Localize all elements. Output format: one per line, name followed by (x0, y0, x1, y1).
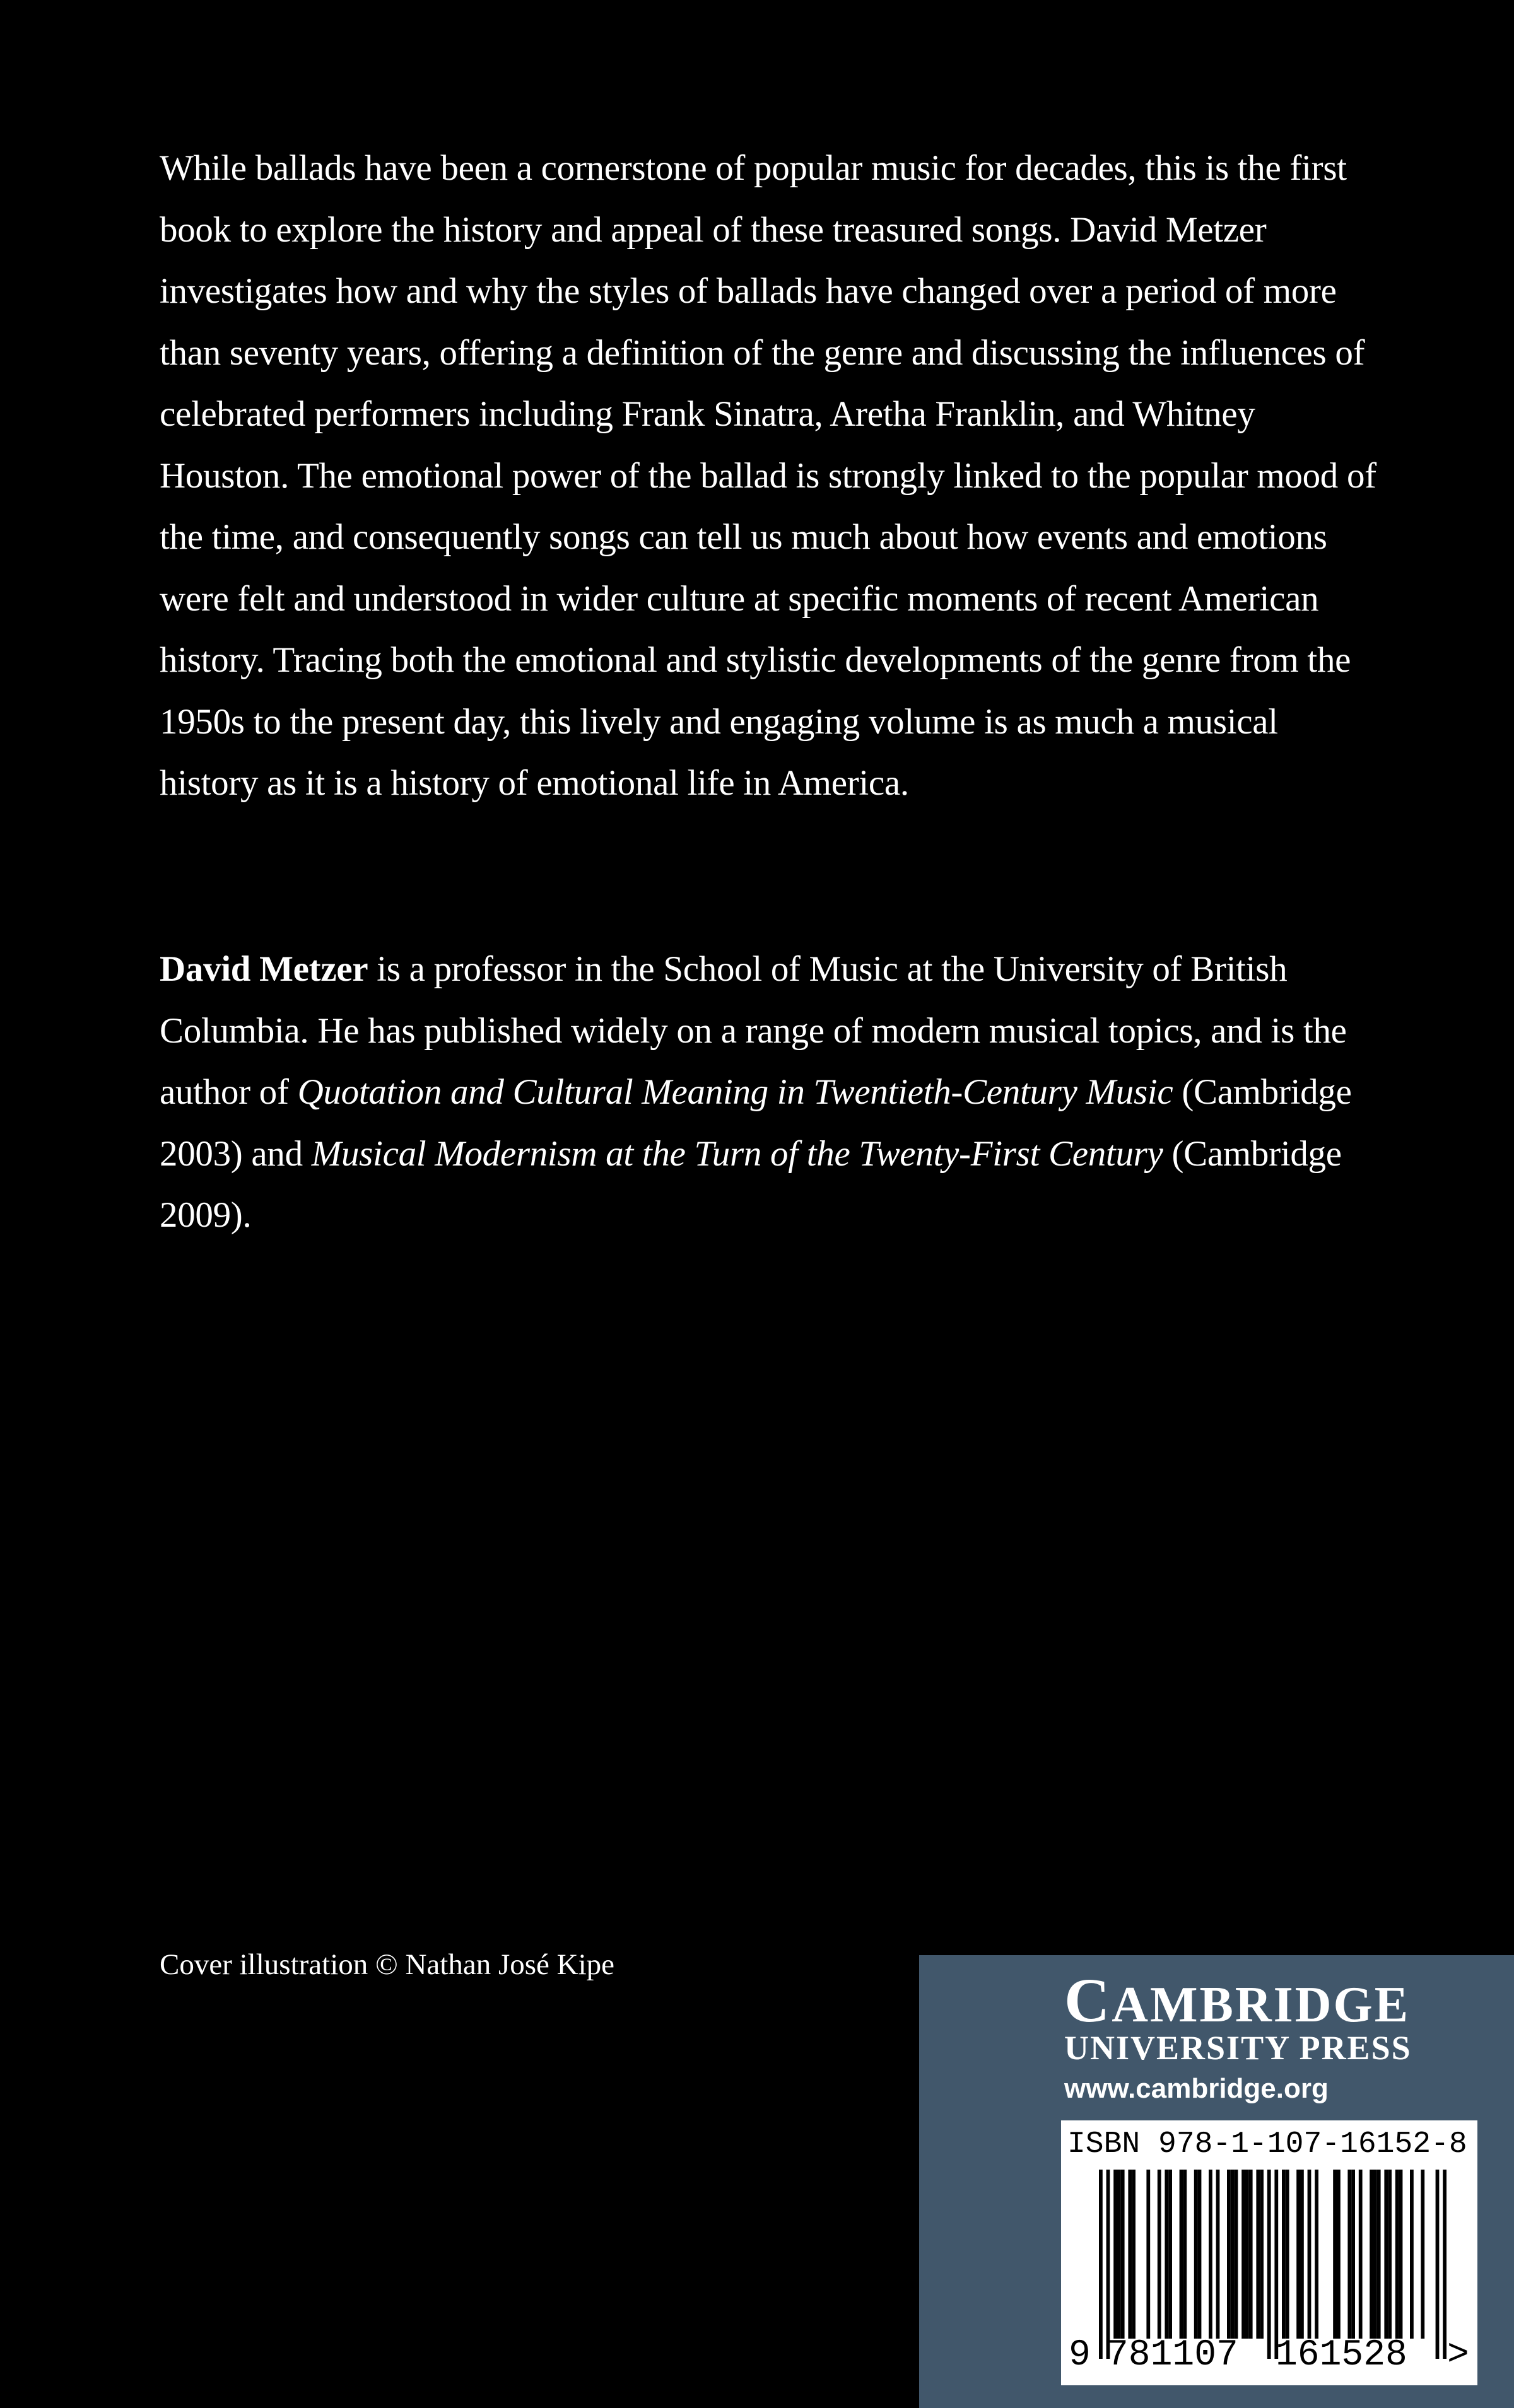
barcode-bar (1099, 2170, 1103, 2359)
barcode-bar (1245, 2170, 1249, 2339)
barcode-bar (1384, 2170, 1388, 2339)
barcode-bar (1421, 2170, 1424, 2339)
barcode-arrow: > (1447, 2335, 1469, 2376)
barcode-bar (1117, 2170, 1121, 2339)
barcode-bar (1260, 2170, 1264, 2339)
barcode-bar (1282, 2170, 1286, 2339)
barcode-bar (1121, 2170, 1125, 2339)
barcode-bar (1296, 2170, 1300, 2339)
barcode-bar (1410, 2170, 1414, 2339)
barcode-bar (1315, 2170, 1318, 2339)
author-bio (160, 938, 1383, 1246)
barcode-digits (1061, 2334, 1477, 2378)
isbn-barcode (1061, 2120, 1477, 2385)
author-name: David Metzer (160, 949, 368, 989)
barcode-bar (1158, 2170, 1161, 2339)
barcode-bar (1370, 2170, 1373, 2339)
barcode-bar (1180, 2170, 1183, 2339)
barcode-bar (1347, 2170, 1351, 2339)
barcode-bar (1395, 2170, 1399, 2339)
bio-text-1: is a professor in the School of Music at the University of British Columbia. He has published widely on a range of modern musical topics, and is the author of (160, 949, 1347, 1112)
publisher-url: www.cambridge.org (1064, 2073, 1329, 2104)
barcode-digits-right: 161528 (1276, 2335, 1407, 2376)
barcode-bar (1388, 2170, 1392, 2339)
barcode-bar (1436, 2170, 1440, 2359)
barcode-bar (1333, 2170, 1337, 2339)
barcode-bar (1106, 2170, 1110, 2359)
barcode-bar (1249, 2170, 1253, 2339)
barcode-bar (1286, 2170, 1289, 2339)
barcode-bar (1128, 2170, 1132, 2339)
barcode-bar (1373, 2170, 1377, 2339)
barcode-bar (1256, 2170, 1260, 2339)
publisher-panel (919, 1955, 1514, 2408)
barcode-bar (1274, 2170, 1278, 2359)
barcode-bar (1168, 2170, 1172, 2339)
barcode-bar (1216, 2170, 1220, 2339)
book-title-1: Quotation and Cultural Meaning in Twentieth-Century Music (297, 1072, 1173, 1112)
publisher-name-initial: C (1064, 1965, 1112, 2035)
barcode-bar (1132, 2170, 1136, 2339)
barcode-bar (1209, 2170, 1212, 2339)
publisher-name-rest: AMBRIDGE (1112, 1977, 1411, 2033)
publisher-subtitle: UNIVERSITY PRESS (1064, 2029, 1412, 2067)
barcode-bar (1337, 2170, 1341, 2339)
barcode-bar (1267, 2170, 1271, 2359)
bio-text-3: (Cambridge 2009). (160, 1133, 1342, 1235)
barcode-bar (1198, 2170, 1202, 2339)
cover-credit: Cover illustration © Nathan José Kipe (160, 1948, 614, 1981)
barcode-bar (1113, 2170, 1117, 2339)
barcode-bar (1377, 2170, 1381, 2339)
barcode-bar (1165, 2170, 1168, 2339)
barcode-bar (1227, 2170, 1231, 2339)
barcode-bar (1231, 2170, 1235, 2339)
book-title-2: Musical Modernism at the Turn of the Twenty-First Century (311, 1133, 1163, 1174)
barcode-bar (1351, 2170, 1355, 2339)
barcode-bar (1443, 2170, 1447, 2359)
barcode-bar (1194, 2170, 1198, 2339)
book-description: While ballads have been a cornerstone of popular music for decades, this is the first book to explore the history and appeal of these treasured songs. David Metzer investigates how and why the styles of ballads have changed over a period of more than seventy years, offering a definition of the genre and discussing the influences of celebrated performers including Frank Sinatra, Aretha Franklin, and Whitney Houston. The emotional power of the ballad is strongly linked to the popular mood of the time, and consequently songs can tell us much about how events and emotions were felt and understood in wider culture at specific moments of recent American history. Tracing both the emotional and stylistic developments of the genre from the 1950s to the present day, this lively and engaging volume is as much a musical history as it is a history of emotional life in America. (160, 148, 1376, 803)
bio-text-2: (Cambridge 2003) and (160, 1072, 1352, 1174)
barcode-bar (1308, 2170, 1312, 2339)
barcode-digit-first: 9 (1069, 2335, 1091, 2376)
barcode-bar (1183, 2170, 1187, 2339)
barcode-bar (1235, 2170, 1238, 2339)
isbn-label: ISBN 978-1-107-16152-8 (1067, 2127, 1467, 2161)
barcode-digits-left: 781107 (1106, 2335, 1238, 2376)
barcode-bar (1359, 2170, 1363, 2339)
barcode-bar (1241, 2170, 1245, 2339)
barcode-bar (1300, 2170, 1304, 2339)
barcode-bar (1399, 2170, 1403, 2339)
barcode-bar (1146, 2170, 1150, 2339)
